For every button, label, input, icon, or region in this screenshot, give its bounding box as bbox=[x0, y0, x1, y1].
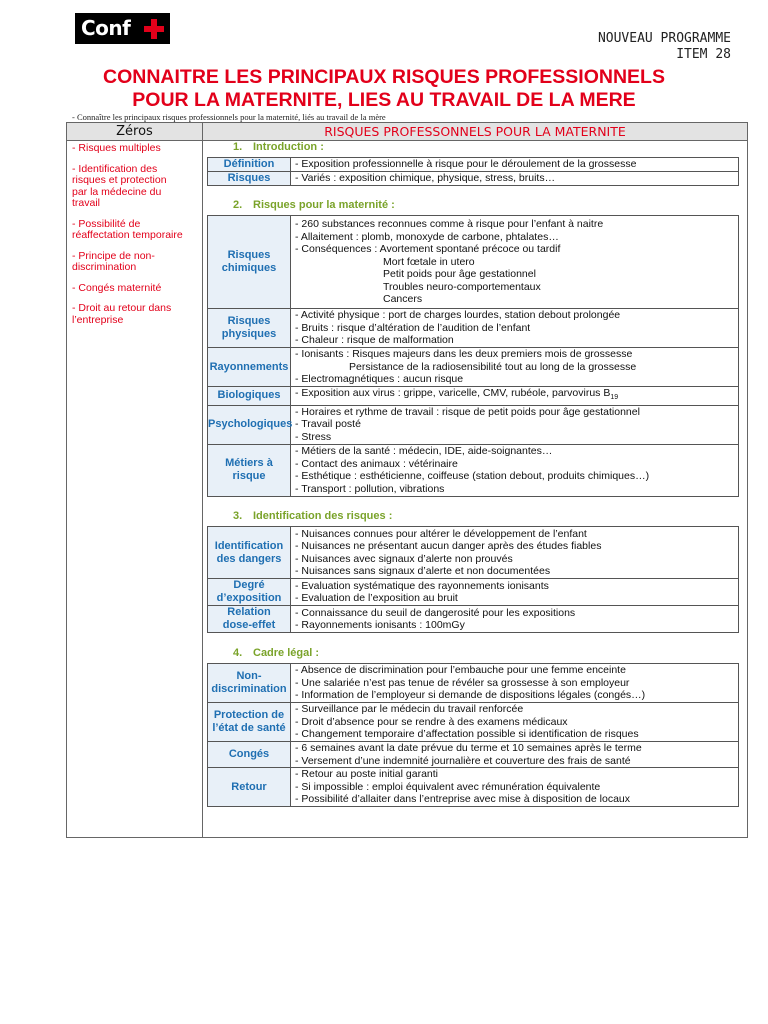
table-row bbox=[208, 703, 739, 742]
table-row bbox=[208, 309, 739, 348]
row-value: - Variés : exposition chimique, physique, stress, bruits… bbox=[291, 172, 739, 186]
risks-column-header: RISQUES PROFESSONNELS POUR LA MATERNITE bbox=[324, 124, 626, 139]
table-row bbox=[208, 348, 739, 387]
row-key: Biologiques bbox=[208, 387, 291, 406]
row-value: - 260 substances reconnues comme à risque pour l’enfant à naitre - Allaitement : plomb, monoxyde de carbone, phtalates… - Conséquences : Avortement spontané précoce ou tardif Mort fœtale in utero Petit poids pour âge gestationnel Troubles neuro-comportementaux Cancers bbox=[291, 216, 739, 309]
row-key: Définition bbox=[208, 158, 291, 172]
row-key: Risques chimiques bbox=[208, 216, 291, 309]
zeros-item: - Identification des risques et protection par la médecine du travail bbox=[72, 162, 167, 209]
row-value: - Nuisances connues pour altérer le développement de l’enfant - Nuisances ne présentant aucun danger après des études fiables - Nuisances avec signaux d’alerte non prouvés - Nuisances sans signaux d’alerte et non documentées bbox=[291, 527, 739, 579]
row-value: - Connaissance du seuil de dangerosité pour les expositions - Rayonnements ionisants : 100mGy bbox=[291, 606, 739, 633]
row-value: - Exposition aux virus : grippe, varicelle, CMV, rubéole, parvovirus $B_{19}$ bbox=[291, 387, 739, 406]
zeros-item: - Risques multiples bbox=[72, 142, 161, 154]
row-key: Rayonnements bbox=[208, 348, 291, 387]
table-row bbox=[208, 742, 739, 768]
row-key: Métiers à risque bbox=[208, 444, 291, 496]
section-heading-cadre-legal: 4. Cadre légal : bbox=[233, 647, 320, 659]
row-value: - Métiers de la santé : médecin, IDE, aide-soignantes… - Contact des animaux : vétérinaire - Esthétique : esthéticienne, coiffeuse (station debout, produits chimiques…) - Transport : pollution, vibrations bbox=[291, 444, 739, 496]
program-label: NOUVEAU PROGRAMME bbox=[597, 31, 731, 46]
table-row bbox=[208, 216, 739, 309]
section-heading-identification: 3. Identification des risques : bbox=[233, 510, 393, 522]
row-key: Protection de l’état de santé bbox=[208, 703, 291, 742]
item-label: ITEM 28 bbox=[676, 47, 731, 62]
row-key: Identification des dangers bbox=[208, 527, 291, 579]
title-line-2: POUR LA MATERNITE, LIES AU TRAVAIL DE LA MERE bbox=[132, 89, 636, 111]
table-row bbox=[208, 444, 739, 496]
column-divider bbox=[202, 123, 203, 837]
table-row bbox=[208, 606, 739, 633]
zeros-list bbox=[72, 143, 184, 335]
section-heading-introduction: 1. Introduction : bbox=[233, 141, 324, 153]
logo-text: Conf bbox=[81, 16, 131, 40]
program-header bbox=[598, 31, 731, 63]
plus-icon bbox=[144, 19, 164, 39]
conf-plus-logo bbox=[75, 13, 170, 44]
row-key: Relation dose-effet bbox=[208, 606, 291, 633]
objective-subtitle: - Connaître les principaux risques professionnels pour la maternité, liés au travail de la mère bbox=[72, 112, 386, 122]
row-value: - Surveillance par le médecin du travail renforcée - Droit d’absence pour se rendre à des examens médicaux - Changement temporaire d’affectation possible si identification de risques bbox=[291, 703, 739, 742]
table-row bbox=[208, 172, 739, 186]
row-key: Psychologiques bbox=[208, 405, 291, 444]
row-key: Retour bbox=[208, 768, 291, 807]
zeros-column-header: Zéros bbox=[116, 124, 153, 139]
row-value: - Evaluation systématique des rayonnements ionisants - Evaluation de l’exposition au bruit bbox=[291, 579, 739, 606]
zeros-item: - Congés maternité bbox=[72, 281, 162, 294]
row-value: - Retour au poste initial garanti - Si impossible : emploi équivalent avec rémunération équivalente - Possibilité d’allaiter dans l’entreprise avec mise à disposition de locaux bbox=[291, 768, 739, 807]
row-value: - Exposition professionnelle à risque pour le déroulement de la grossesse bbox=[291, 158, 739, 172]
row-key: Degré d’exposition bbox=[208, 579, 291, 606]
page-title bbox=[60, 66, 708, 112]
row-value: - 6 semaines avant la date prévue du terme et 10 semaines après le terme - Versement d’une indemnité journalière et couverture des frais de santé bbox=[291, 742, 739, 768]
section-heading-risques: 2. Risques pour la maternité : bbox=[233, 199, 395, 211]
risques-table bbox=[207, 215, 739, 497]
table-row bbox=[208, 387, 739, 406]
row-key: Congés bbox=[208, 742, 291, 768]
table-row bbox=[208, 768, 739, 807]
row-value: - Absence de discrimination pour l’embauche pour une femme enceinte - Une salariée n’est pas tenue de révéler sa grossesse à son employeur - Information de l’employeur si demande de dispositions légales (congés…) bbox=[291, 664, 739, 703]
row-key: Non- discrimination bbox=[208, 664, 291, 703]
row-value: - Ionisants : Risques majeurs dans les deux premiers mois de grossesse Persistance de la radiosensibilité tout au long de la grossesse - Electromagnétiques : aucun risque bbox=[291, 348, 739, 387]
table-row bbox=[208, 664, 739, 703]
zeros-item: - Possibilité de réaffectation temporaire bbox=[72, 217, 183, 241]
row-key: Risques physiques bbox=[208, 309, 291, 348]
row-value: - Horaires et rythme de travail : risque de petit poids pour âge gestationnel - Travail posté - Stress bbox=[291, 405, 739, 444]
table-row bbox=[208, 579, 739, 606]
title-line-1: CONNAITRE LES PRINCIPAUX RISQUES PROFESSIONNELS bbox=[103, 66, 665, 88]
row-value: - Activité physique : port de charges lourdes, station debout prolongée - Bruits : risque d’altération de l’audition de l’enfant - Chaleur : risque de malformation bbox=[291, 309, 739, 348]
row-key: Risques bbox=[208, 172, 291, 186]
table-row bbox=[208, 405, 739, 444]
zeros-item: - Droit au retour dans l’entreprise bbox=[72, 302, 172, 326]
cadre-legal-table bbox=[207, 663, 739, 807]
table-row bbox=[208, 527, 739, 579]
table-row bbox=[208, 158, 739, 172]
introduction-table bbox=[207, 157, 739, 186]
zeros-item: - Principe de non-discrimination bbox=[72, 249, 155, 273]
identification-table bbox=[207, 526, 739, 633]
